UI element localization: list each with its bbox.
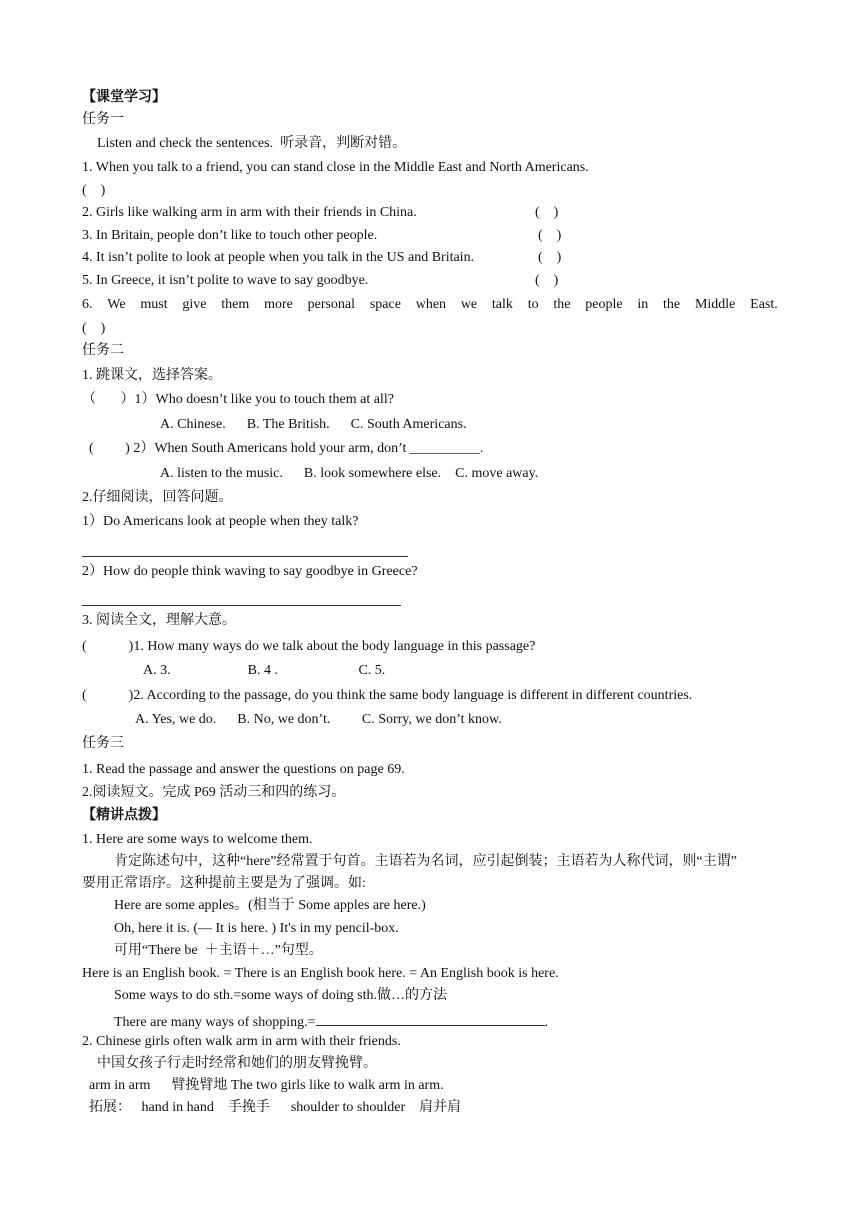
task3-item-2: 2.阅读短文。完成 P69 活动三和四的练习。 [82,785,346,800]
answer-line[interactable] [82,591,401,606]
task2-step3-q1-options: A. 3. B. 4 . C. 5. [143,663,386,678]
point1-exercise-text: There are many ways of shopping.= [114,1015,316,1030]
point1-text-d: Some ways to do sth.=some ways of doing sth.做…的方法 [114,988,447,1003]
q6-word: people [585,297,623,312]
q6-word: more [264,297,293,312]
task1-question-2: 2. Girls like walking arm in arm with their friends in China. [82,205,417,220]
task2-step2: 2.仔细阅读，回答问题。 [82,490,233,505]
section-heading-explanation: 【精讲点拨】 [82,808,166,823]
q6-word: give [182,297,207,312]
task2-step2-q2: 2）How do people think waving to say goodbye in Greece? [82,564,418,579]
task1-question-6 [82,296,778,314]
task1-answer-1[interactable]: ( ) [82,183,106,198]
task1-question-3: 3. In Britain, people don’t like to touch other people. [82,228,378,243]
answer-line[interactable] [82,542,408,557]
point1-text-c: 可用“There be ＋主语＋…”句型。 [114,943,323,958]
task2-heading: 任务二 [82,343,124,358]
q6-word: the [553,297,571,312]
answer-line[interactable] [316,1011,545,1026]
q6-word: We [107,297,126,312]
task2-step1-q1-options: A. Chinese. B. The British. C. South Americans. [160,417,467,432]
q6-word: Middle [694,297,736,312]
point2-title: 2. Chinese girls often walk arm in arm with their friends. [82,1034,401,1049]
q6-word: to [527,297,539,312]
q6-word: personal [307,297,356,312]
task1-heading: 任务一 [82,112,124,127]
task2-step1-q2: ( ) 2）When South Americans hold your arm, don’t __________. [82,441,484,456]
task1-question-1: 1. When you talk to a friend, you can stand close in the Middle East and North Americans. [82,160,589,175]
task2-step3-q1: ( )1. How many ways do we talk about the body language in this passage? [82,639,536,654]
q6-word: in [637,297,649,312]
q6-word: must [140,297,168,312]
task2-step1-q1: （ ）1）Who doesn’t like you to touch them at all? [82,392,394,407]
point1-exercise-end: . [544,1015,549,1030]
q6-word: space [369,297,401,312]
point1-example-2: Oh, here it is. (— It is here. ) It's in my pencil-box. [114,921,399,936]
q6-word: the [663,297,681,312]
task1-question-5: 5. In Greece, it isn’t polite to wave to say goodbye. [82,273,369,288]
q6-word: we [460,297,478,312]
task1-answer-3[interactable]: ( ) [538,228,562,243]
point2-translation: 中国女孩子行走时经常和她们的朋友臂挽臂。 [97,1056,377,1071]
task2-step3-q2-options: A. Yes, we do. B. No, we don’t. C. Sorry, we don’t know. [135,712,502,727]
task2-step1-q2-options: A. listen to the music. B. look somewhere else. C. move away. [160,466,539,481]
task2-step2-q1: 1）Do Americans look at people when they talk? [82,514,359,529]
q6-word: them [221,297,250,312]
task2-step3-q2: ( )2. According to the passage, do you think the same body language is different in different countries. [82,688,693,703]
point2-extension: 拓展： hand in hand 手挽手 shoulder to shoulder 肩并肩 [89,1100,462,1115]
task1-answer-5[interactable]: ( ) [535,273,559,288]
task1-answer-6[interactable]: ( ) [82,321,106,336]
point1-text-a: 肯定陈述句中，这种“here”经常置于句首。主语若为名词，应引起倒装；主语若为人称代词，则“主谓” [114,854,737,869]
task1-answer-2[interactable]: ( ) [535,205,559,220]
task2-step1: 1. 跳课文，选择答案。 [82,368,222,383]
task2-step3: 3. 阅读全文，理解大意。 [82,613,236,628]
point1-example-3: Here is an English book. = There is an English book here. = An English book is here. [82,966,559,981]
task1-intro: Listen and check the sentences. 听录音，判断对错。 [97,136,407,151]
q6-word: East. [750,297,778,312]
task1-answer-4[interactable]: ( ) [538,250,562,265]
q6-word: 6. [82,297,93,312]
point1-text-b: 要用正常语序。这种提前主要是为了强调。如: [82,876,366,891]
q6-word: talk [491,297,513,312]
q6-word: when [415,297,447,312]
task3-item-1: 1. Read the passage and answer the questions on page 69. [82,762,405,777]
point2-phrase: arm in arm 臂挽臂地 The two girls like to walk arm in arm. [89,1078,444,1093]
point1-example-1: Here are some apples。(相当于 Some apples are here.) [114,898,426,913]
task1-question-4: 4. It isn’t polite to look at people when you talk in the US and Britain. [82,250,475,265]
point1-exercise [114,1011,548,1032]
section-heading-classroom: 【课堂学习】 [82,90,166,105]
task3-heading: 任务三 [82,736,124,751]
point1-title: 1. Here are some ways to welcome them. [82,832,313,847]
